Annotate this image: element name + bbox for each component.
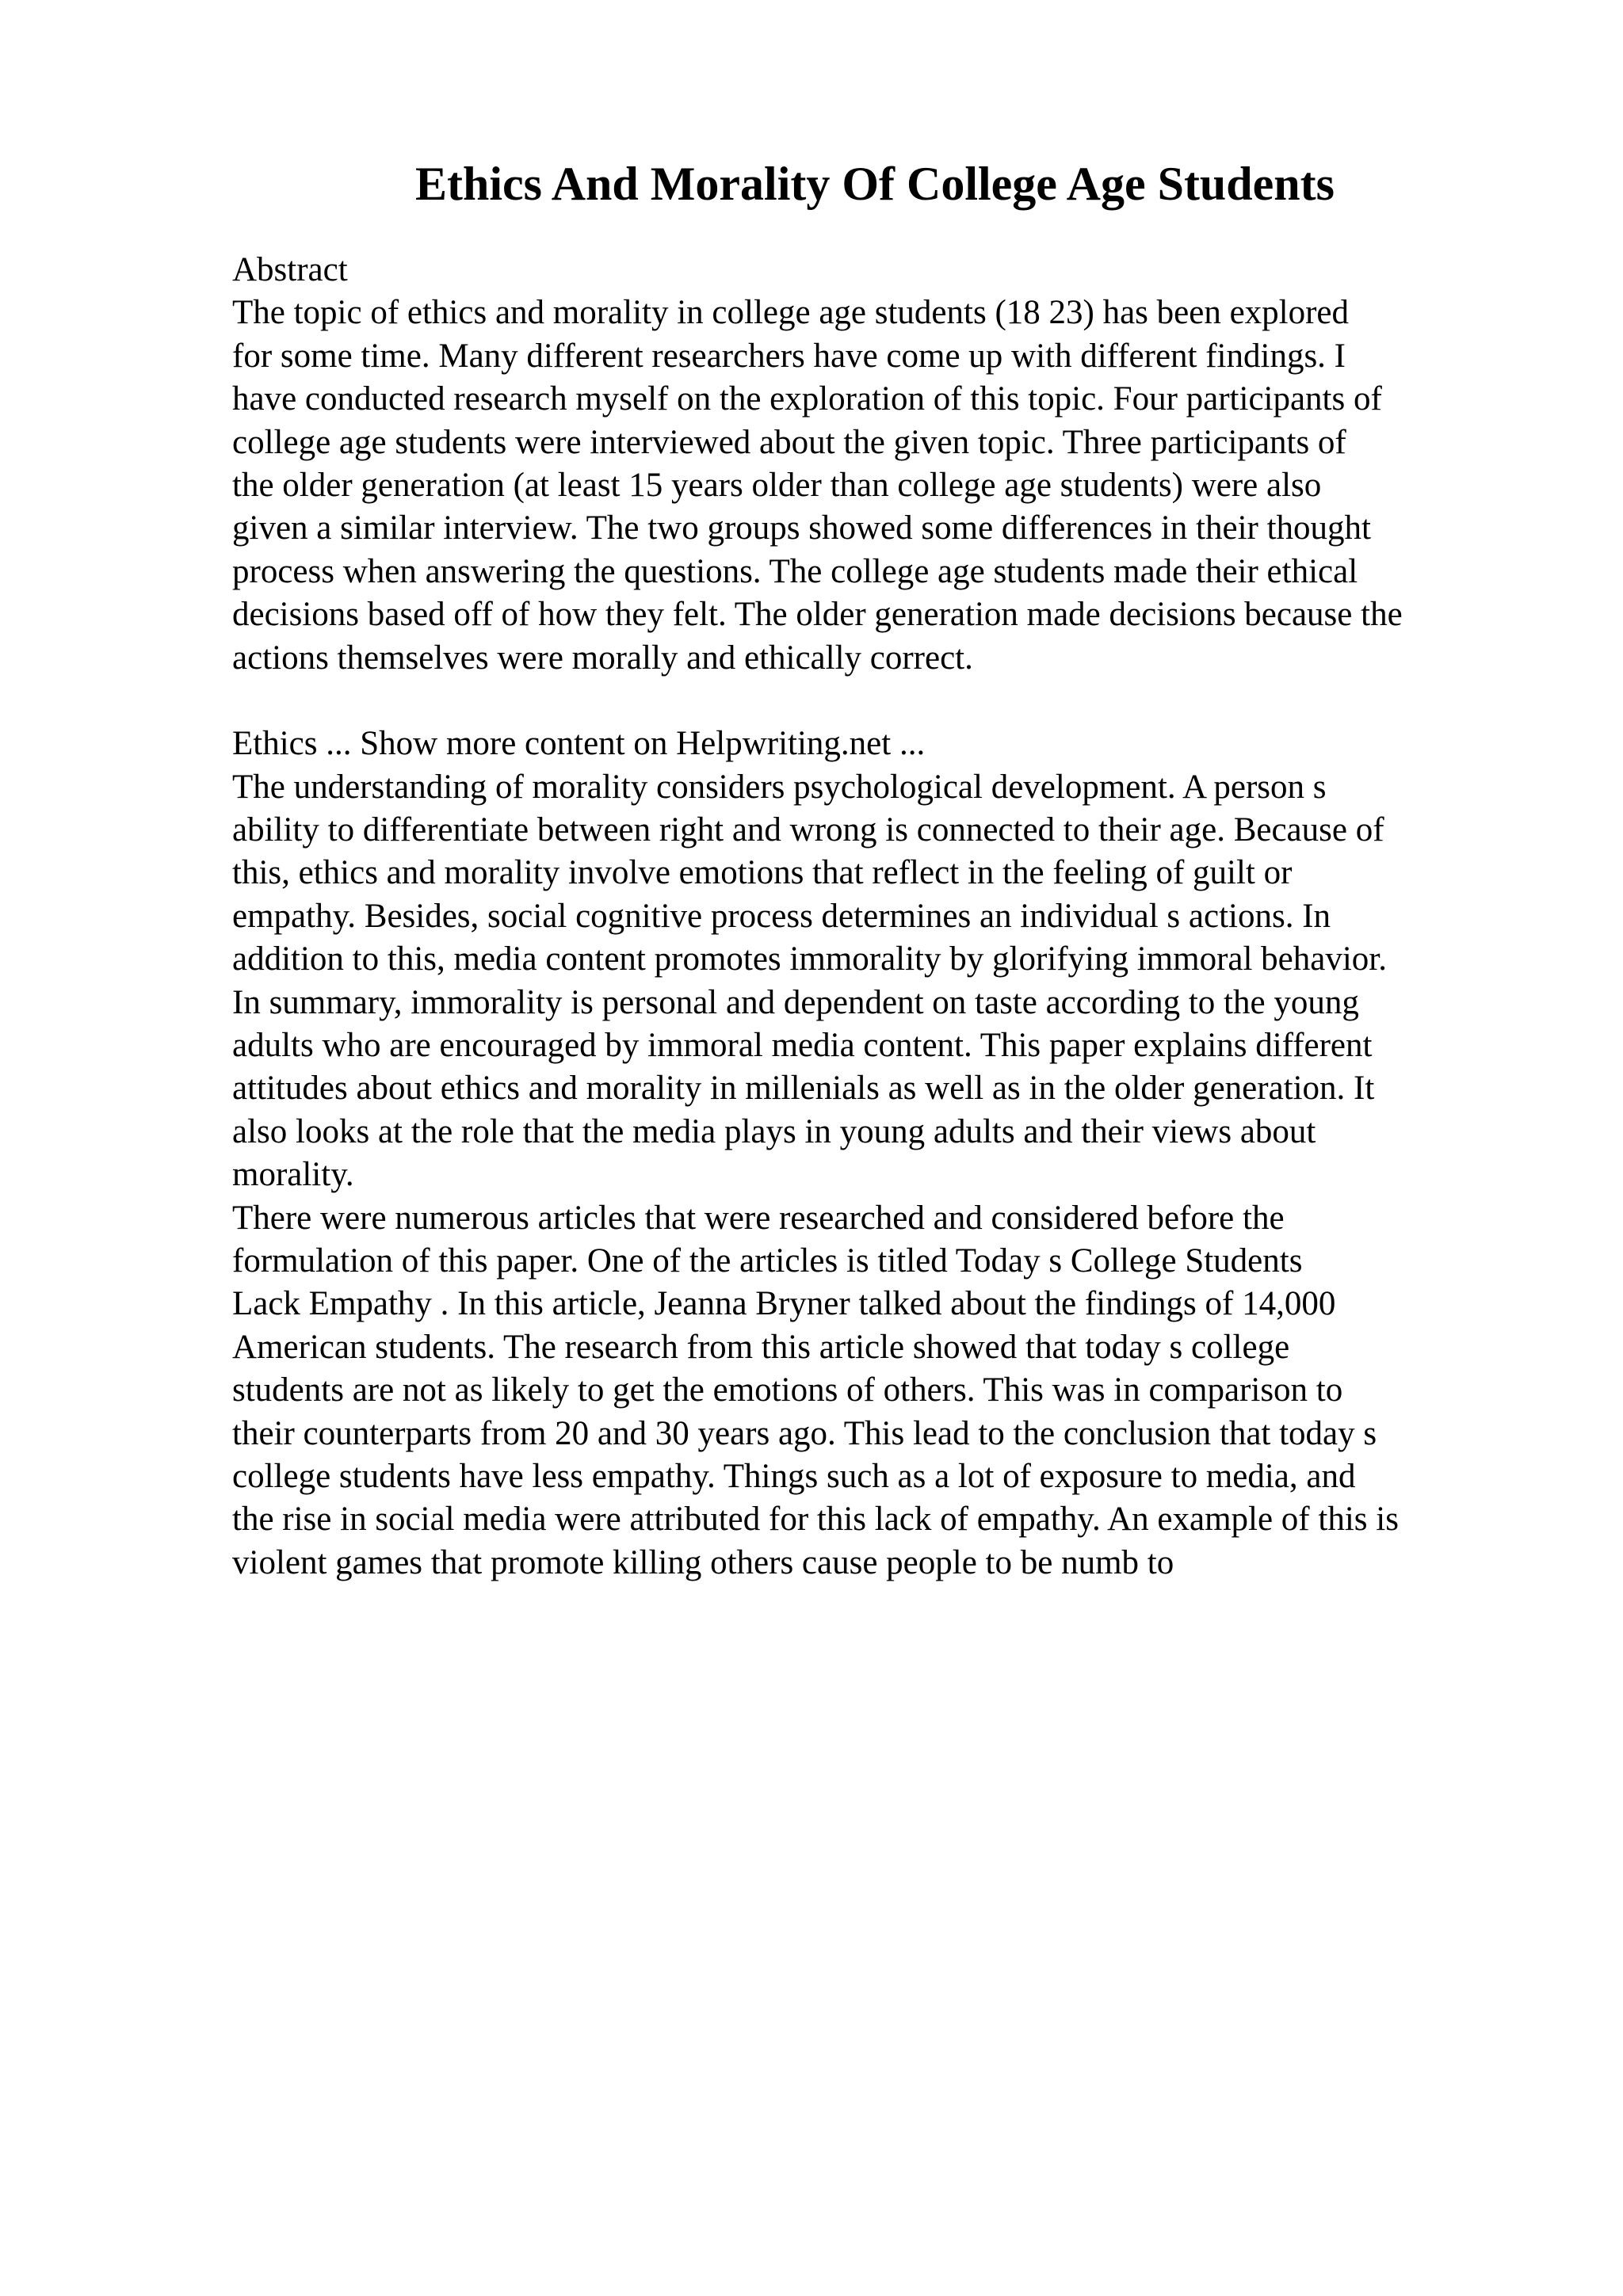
paragraph-line: also looks at the role that the media plays in young adults and their views about [232, 1112, 1316, 1150]
abstract-line: process when answering the questions. The college age students made their ethical [232, 552, 1358, 590]
abstract-line: actions themselves were morally and ethically correct. [232, 639, 973, 677]
abstract-line: for some time. Many different researchers have come up with different findings. I [232, 337, 1346, 375]
document-title: Ethics And Morality Of College Age Students [414, 158, 1335, 210]
paragraph-line: There were numerous articles that were researched and considered before the [232, 1199, 1285, 1237]
paragraph-line: the rise in social media were attributed for this lack of empathy. An example of this is [232, 1501, 1399, 1539]
paragraph-line: In summary, immorality is personal and dependent on taste according to the young [232, 983, 1359, 1021]
abstract-line: given a similar interview. The two groups showed some differences in their thought [232, 509, 1371, 547]
abstract-heading: Abstract [232, 251, 348, 288]
paragraph-line: empathy. Besides, social cognitive process determines an individual s actions. In [232, 897, 1331, 935]
paragraph-line: attitudes about ethics and morality in millenials as well as in the older generation. It [232, 1070, 1375, 1108]
paragraph-line: The understanding of morality considers psychological development. A person s [232, 768, 1327, 806]
paragraph-line: ability to differentiate between right and wrong is connected to their age. Because of [232, 811, 1384, 849]
abstract-line: the older generation (at least 15 years older than college age students) were also [232, 466, 1322, 504]
paragraph-spacer [232, 680, 1595, 723]
paragraph-line: morality. [232, 1156, 354, 1194]
abstract-line: college age students were interviewed about the given topic. Three participants of [232, 423, 1346, 461]
body-paragraph-2 [232, 1197, 1595, 1585]
paragraph-line: college students have less empathy. Things such as a lot of exposure to media, and [232, 1457, 1356, 1495]
abstract-paragraph [232, 292, 1595, 680]
paragraph-line: this, ethics and morality involve emotions that reflect in the feeling of guilt or [232, 854, 1293, 892]
paragraph-line: violent games that promote killing others cause people to be numb to [232, 1543, 1174, 1581]
abstract-line: have conducted research myself on the exploration of this topic. Four participants of [232, 380, 1382, 418]
paragraph-line: American students. The research from this article showed that today s college [232, 1328, 1290, 1366]
paragraph-line: their counterparts from 20 and 30 years ago. This lead to the conclusion that today s [232, 1414, 1377, 1452]
paragraph-line: addition to this, media content promotes immorality by glorifying immoral behavior. [232, 940, 1387, 978]
paragraph-line: students are not as likely to get the emotions of others. This was in comparison to [232, 1371, 1343, 1409]
more-content-notice: Ethics ... Show more content on Helpwriting.net ... [232, 725, 926, 763]
paragraph-line: Lack Empathy . In this article, Jeanna Bryner talked about the findings of 14,000 [232, 1285, 1336, 1323]
abstract-line: The topic of ethics and morality in college age students (18 23) has been explored [232, 294, 1350, 332]
abstract-line: decisions based off of how they felt. The older generation made decisions because the [232, 596, 1403, 634]
paragraph-line: formulation of this paper. One of the articles is titled Today s College Students [232, 1241, 1303, 1280]
paragraph-line: adults who are encouraged by immoral media content. This paper explains different [232, 1027, 1373, 1065]
body-paragraph-1 [232, 766, 1595, 1197]
document-body [232, 249, 1595, 1585]
